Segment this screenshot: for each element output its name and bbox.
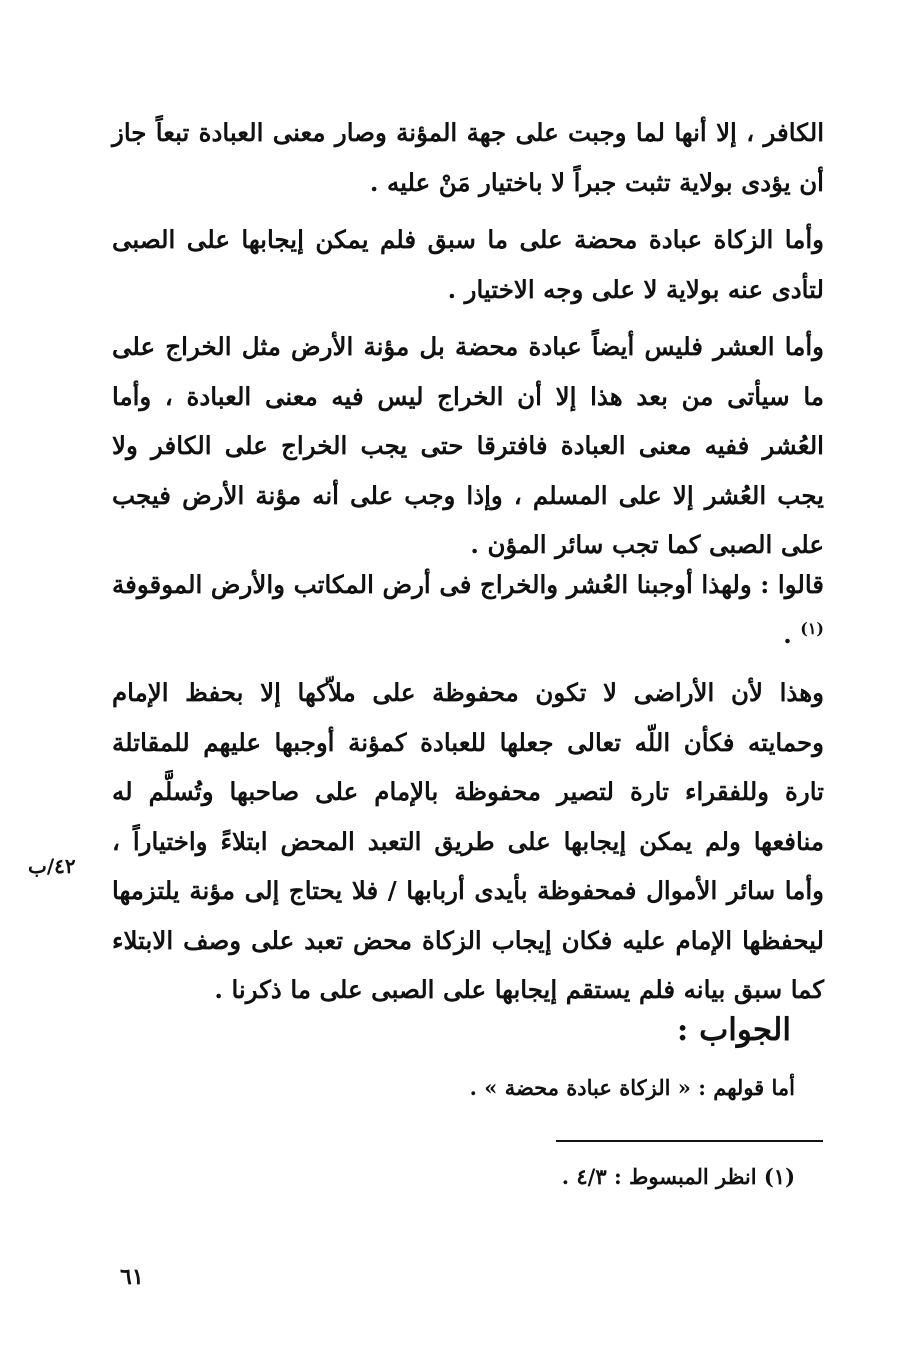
paragraph-5 — [112, 668, 824, 1015]
margin-folio-note: ٤٢/ب — [28, 854, 76, 878]
quoted-paragraph-end: . — [783, 619, 801, 649]
section-heading: الجواب : — [676, 1012, 791, 1048]
paragraph-3 — [112, 322, 824, 570]
paragraph-2 — [112, 215, 824, 314]
quoted-paragraph-body: قالوا : ولهذا أوجبنا العُشر والخراج فى أرض المكاتب والأرض الموقوفة — [112, 570, 824, 599]
footnote: (١) انظر المبسوط : ٤/٣ . — [561, 1164, 795, 1189]
quoted-paragraph — [112, 560, 824, 659]
footnote-reference: (١) — [800, 618, 824, 638]
page-number: ٦١ — [120, 1264, 144, 1290]
paragraph-1-text: الكافر ، إلا أنها لما وجبت على جهة المؤنة وصار معنى العبادة تبعاً جاز أن يؤدى بولاية تثبت جبراً لا باختيار مَنْ عليه . — [112, 118, 824, 197]
paragraph-2-text: وأما الزكاة عبادة محضة على ما سبق فلم يمكن إيجابها على الصبى لتأدى عنه بولاية لا على وجه الاختيار . — [112, 225, 824, 304]
quoted-paragraph-text — [112, 560, 824, 659]
answer-line: أما قولهم : « الزكاة عبادة محضة » . — [469, 1075, 795, 1100]
paragraph-3-text: وأما العشر فليس أيضاً عبادة محضة بل مؤنة الأرض مثل الخراج على ما سيأتى من بعد هذا إلا أن الخراج ليس فيه معنى العبادة ، وأما العُشر ففيه معنى العبادة فافترقا حتى يجب الخراج على الكافر ولا يجب العُشر إلا على المسلم ، وإذا وجب على أنه مؤنة الأرض فيجب على الصبى كما تجب سائر المؤن . — [112, 332, 824, 559]
paragraph-5-text: وهذا لأن الأراضى لا تكون محفوظة على ملاّكها إلا بحفظ الإمام وحمايته فكأن اللّه تعالى جعلها للعبادة كمؤنة أوجبها عليهم للمقاتلة تارة وللفقراء تارة لتصير محفوظة بالإمام على صاحبها وتُسلَّم له منافعها ولم يمكن إيجابها على طريق التعبد المحض ابتلاءً واختياراً ، وأما سائر الأموال فمحفوظة بأيدى أربابها / فلا يحتاج إلى مؤنة يلتزمها ليحفظها الإمام عليه فكان إيجاب الزكاة محض تعبد على وصف الابتلاء كما سبق بيانه فلم يستقم إيجابها على الصبى على ما ذكرنا . — [112, 678, 824, 1004]
paragraph-1 — [112, 108, 824, 207]
footnote-divider — [556, 1140, 823, 1142]
